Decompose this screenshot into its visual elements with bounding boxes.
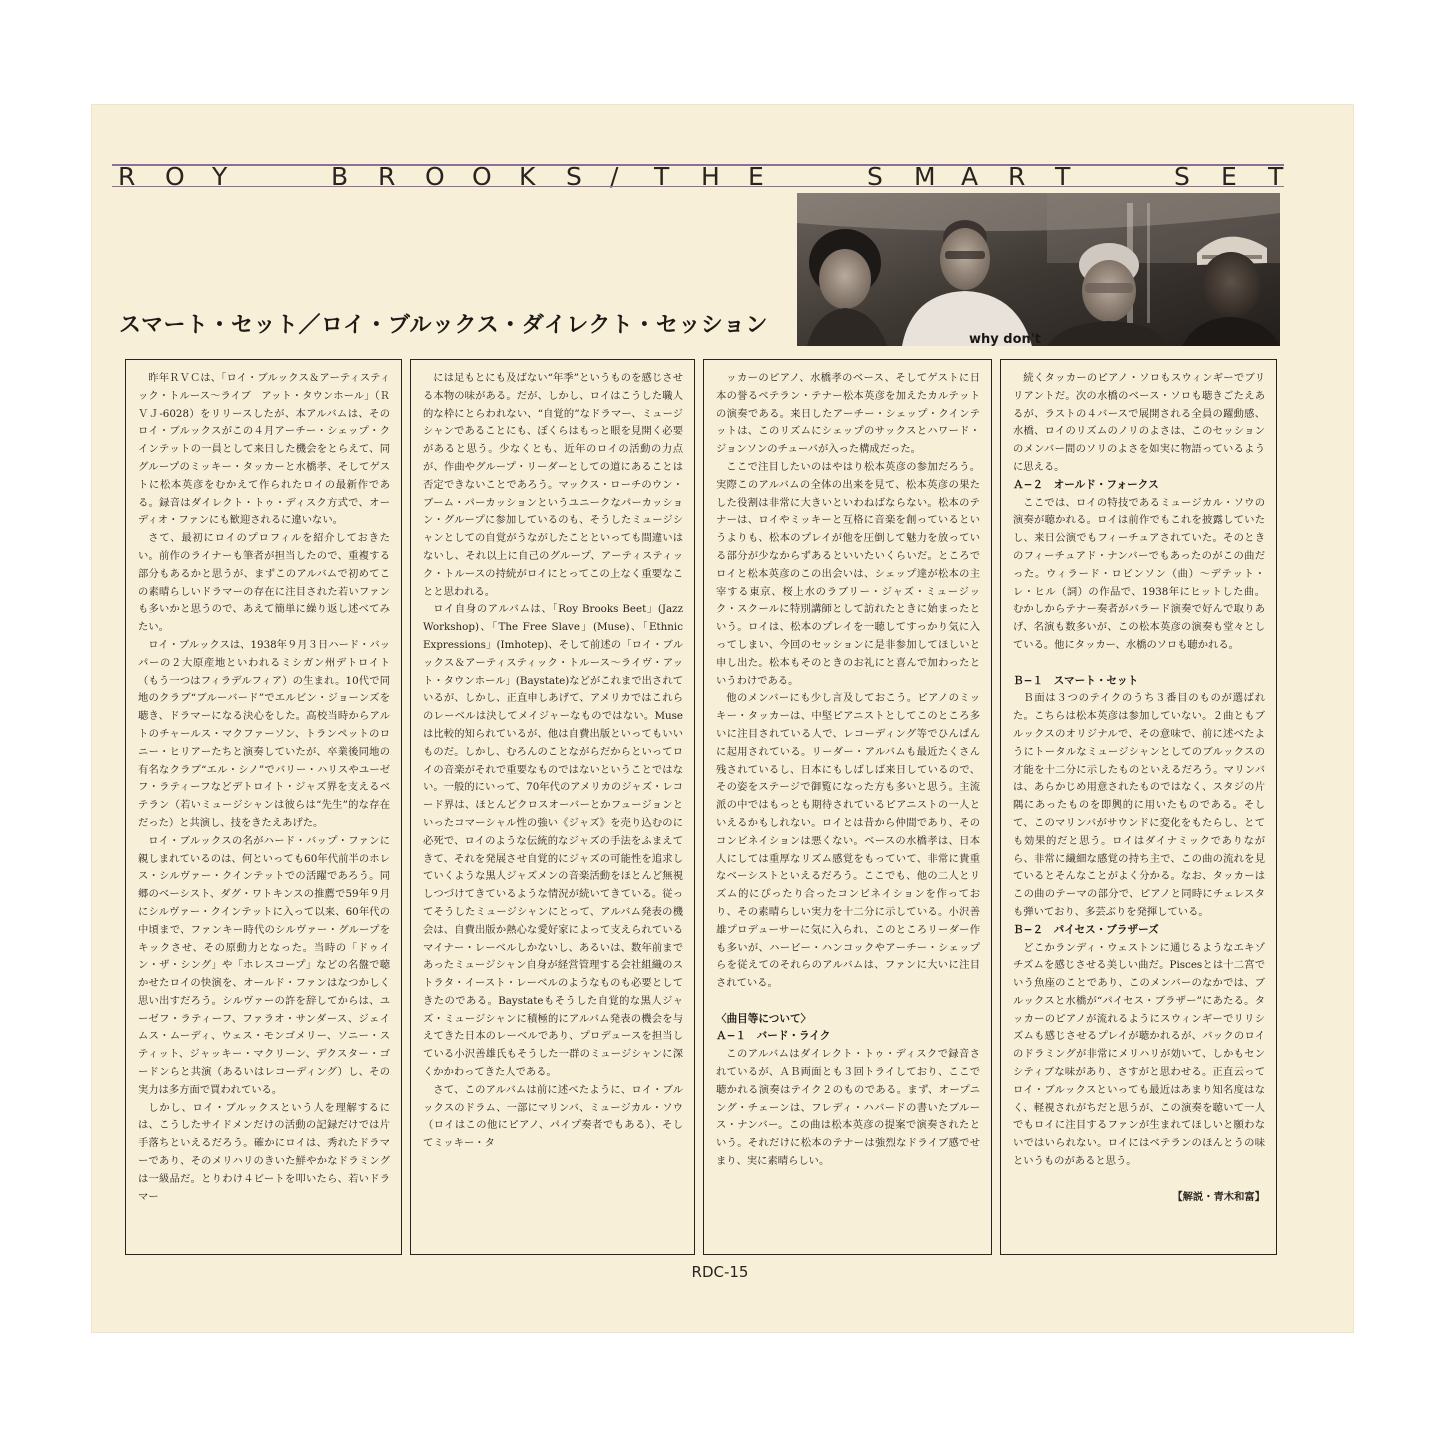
body-paragraph: しかし、ロイ・ブルックスという人を理解するには、こうしたサイドメンだけの活動の記録だけでは片手落ちといえるだろう。確かにロイは、秀れたドラマーであり、そのメリハリのきいた鮮やかなドラミングは一級品だ。とりわけ４ビートを叩いたら、若いドラマー <box>138 1101 390 1203</box>
header-title-letter: H <box>701 162 720 191</box>
track-heading: Ｂ−２ パイセス・ブラザーズ <box>1013 923 1159 936</box>
header-title-letter: M <box>914 162 936 191</box>
track-heading: 〈曲目等について〉 <box>716 1012 812 1025</box>
photo-shirt-text: why don't <box>969 332 1041 346</box>
header-title-letter: K <box>519 162 536 191</box>
header-title-letter: S <box>566 162 582 191</box>
header-title-letter: T <box>1268 162 1284 191</box>
body-paragraph: ロイ自身のアルバムは、「Roy Brooks Beet」(Jazz Workshop)、「The Free Slave」(Muse)、「Ethnic Expressions」(Imhotep)、そして前述の「ロイ・ブルックス＆アーティスティック・トルース〜ライヴ・アット・タウンホール」(Baystate)などがこれまで出されているが、しかし、正直申しあげて、アメリカではこれらのレーベルは決してメイジャーなものではない。Museは比較的知られているが、他は自費出版といってもいいものだ。しかし、むろんのことながらだからといってロイの音楽がそれで重要なものではないということではない。一般的にいって、70年代のアメリカのジャズ・レコード界は、ほとんどクロスオーバーとかフュージョンといったコマーシャル性の強い《ジャズ》を売り込むのに必死で、ロイのような伝統的なジャズの手法をふまえてきて、それを発展させ自覚的にジャズの可能性を追求していくような黒人ジャズメンの音楽活動をほとんど無視しつづけてきているような情況が続いてきている。従ってそうしたミュージシャンにとって、アルバム発表の機会は、自費出版か熱心な愛好家によって支えられているマイナー・レーベルしかないし、あるいは、数年前まであったミュージシャン自身が経営管理する会社組織のストラタ・イースト・レーベルのようなものも必要としてきたのである。Baystateもそうした自覚的な黒人ジャズ・ミュージシャンに積極的にアルバム発表の機会を与えてきた日本のレーベルであり、プロデュースを担当している小沢善雄氏もそうした一群のミュージシャンに深くかかわってきた人である。 <box>423 603 683 1079</box>
track-heading: Ａ−１ バード・ライク <box>716 1030 831 1043</box>
header-title-letter: T <box>654 162 670 191</box>
spacer <box>1013 655 1265 673</box>
text-column-3 <box>703 359 992 1255</box>
text-column-2 <box>410 359 695 1255</box>
body-paragraph: ッカーのピアノ、水橋孝のベース、そしてゲストに日本の誉るベテラン・テナー松本英彦を加えたカルテットの演奏である。来日したアーチー・シェップ・クインテットは、このリズムにシェップのサックスとハワード・ジョンソンのチューバが入った構成だった。 <box>716 372 980 456</box>
header-title-letter: B <box>331 162 349 191</box>
track-heading: Ａ−２ オールド・フォークス <box>1013 478 1159 491</box>
body-paragraph: どこかランディ・ウェストンに通じるようなエキゾチズムを感じさせる美しい曲だ。Piscesとは十二宮でいう魚座のことであり、このメンバーのなかでは、ブルックスと水橋が“パイセス・ブラザー”にあたる。タッカーのピアノが流れるようにスウィンギーでリリシズムも感じさせるプレイが聴かれるが、バックのロイのドラミングが非常にメリハリが効いて、しかもセンシティブな味があり、さすがと思わせる。正直云ってロイ・ブルックスといっても最近はあまり知名度はなく、軽視されがちだと思うが、この演奏を聴いて一人でもロイに注目するファンが生まれてほしいと願わないではいられない。ロイにはベテランのほんとうの味というものがあると思う。 <box>1013 941 1265 1168</box>
header-title-letter: O <box>472 162 492 191</box>
author-credit: 【解説・青木和富】 <box>1172 1190 1265 1203</box>
body-paragraph: 他のメンバーにも少し言及しておこう。ピアノのミッキー・タッカーは、中堅ピアニストとしてこのところ多いに注目されている人で、レコーディング等でひんぱんに起用されている。リーダー・アルバムも最近たくさん残されているし、日本にもしばしば来日しているので、その姿をステージで御覧になった方も多いと思う。主流派の中ではもっとも期待されているピアニストの一人といえるかもしれない。ロイとは昔から仲間であり、そのコンビネイションは悪くない。ベースの水橋孝は、日本人にしては重厚なリズム感覚をもっていて、非常に貴重なベーシストといえるだろう。ここでも、他の二人とリズム的にぴったり合ったコンビネイションを作っており、その素晴らしい実力を十二分に示している。小沢善雄プロデューサーに気に入られ、このところリーダー作も多いが、ハービー・ハンコックやアーチー・シェップらを従えてのそれらのアルバムは、ファンに大いに注目されている。 <box>716 692 980 990</box>
header-title-letter: T <box>1055 162 1071 191</box>
body-paragraph: このアルバムはダイレクト・トゥ・ディスクで録音されているが、ＡＢ両面とも３回トライしており、ここで聴かれる演奏はテイク２のものである。まず、オープニング・チェーンは、フレディ・ハバードの書いたブルース・ナンバー。この曲は松本英彦の提案で演奏されたという。それだけに松本のテナーは強烈なドライブ感でせまり、実に素晴らしい。 <box>716 1048 980 1168</box>
header-title-letter: R <box>378 162 396 191</box>
body-paragraph: 昨年ＲＶＣは、「ロイ・ブルックス＆アーティスティック・トルース〜ライブ アット・タウンホール」（ＲＶＪ-6028）をリリースしたが、本アルバムは、そのロイ・ブルックスがこの４月アーチー・シェップ・クインテットの一員として来日した機会をとらえて、同グループのミッキー・タッカーと水橋孝、そしてゲストに松本英彦をむかえて作られたロイの最新作である。録音はダイレクト・トゥ・ディスク方式で、オーディオ・ファンにも歓迎されるに違いない。 <box>138 372 390 527</box>
header-title-letter: O <box>425 162 445 191</box>
header-title-letter: S <box>867 162 883 191</box>
header-title-letter: S <box>1174 162 1190 191</box>
header-title-letter: E <box>748 162 764 191</box>
text-column-1 <box>125 359 402 1255</box>
body-paragraph: ロイ・ブルックスは、1938年９月３日ハード・バッパーの２大原産地といわれるミシガン州デトロイト（もう一つはフィラデルフィア）の生まれ。10代で同地のクラブ“ブルーバード”でエルビン・ジョーンズを聴き、ドラマーになる決心をした。高校当時からアルトのチャールス・マクファーソン、トランペットのロニー・ヒリアーたちと演奏していたが、卒業後同地の有名なクラブ“エル・シノ”でバリー・ハリスやユーゼフ・ラティーフなどデトロイト・ジャズ界を支えるベテラン（若いミュージシャンは彼らは“先生”的な存在だった）と共演し、技をきたえあげた。 <box>138 638 390 829</box>
header-title-letter: / <box>610 162 619 191</box>
header-title-letter: Y <box>212 162 228 191</box>
track-heading: Ｂ−１ スマート・セット <box>1013 674 1139 687</box>
header-title-letter: R <box>118 162 136 191</box>
body-paragraph: ここで注目したいのはやはり松本英彦の参加だろう。実際このアルバムの全体の出来を見て、松本英彦の果たした役割は非常に大きいといわねばならない。松本のテナーは、ロイやミッキーと互格に音楽を創っているというよりも、松本のプレイが他を圧倒して魅力を放っている部分が少なからずあるといいたいくらいだ。ところでロイと松本英彦のこの出会いは、シェップ達が松本の主宰する東京、桜上水のラブリー・ジャズ・ミュージック・スクールに特別講師として訪れたときに始まったという。ロイは、松本のプレイを一聴してすっかり気に入ってしまい、今回のセッションに是非参加してほしいと申し出た。松本もそのときのお礼にと喜んで加わったというわけである。 <box>716 460 980 687</box>
japanese-title: スマート・セット／ロイ・ブルックス・ダイレクト・セッション <box>119 313 768 338</box>
catalog-number: RDC-15 <box>691 1263 749 1281</box>
header-title-letter: A <box>961 162 979 191</box>
body-paragraph: ここでは、ロイの特技であるミュージカル・ソウの演奏が聴かれる。ロイは前作でもこれを披露していたし、来日公演でもフィーチュアされていた。そのときのフィーチュアド・ナンバーでもあったのがこの曲だった。ウィラード・ロビンソン（曲）〜デテット・レ・ヒル（詞）の作品で、1938年にヒットした曲。むかしからテナー奏者がバラード演奏で好んで取りあげ、名演も数多いが、この松本英彦の演奏も堂々としている。他にタッカー、水橋のソロも聴かれる。 <box>1013 496 1265 651</box>
text-column-4 <box>1000 359 1277 1255</box>
header-title-letter: E <box>1221 162 1237 191</box>
spacer <box>716 993 980 1011</box>
body-paragraph: には足もとにも及ばない“年季”というものを感じさせる本物の味がある。だが、しかし、ロイはこうした職人的な枠にとらわれない、“自覚的”なドラマー、ミュージシャンであることにも、ぼくらはもっと眼を見開く必要があると思う。少なくとも、近年のロイの活動の力点が、作曲やグループ・リーダーとしての道にあることは否定できないことであろう。マックス・ローチのウン・ブーム・パーカッションというユニークなパーカッション・グループに参加しているのも、そうしたミュージシャンとしての自覚がうながしたことといっても間違いはないし、それ以上に自己のグループ、アーティスティック・トルースの持続がロイにとってこの上なく重要なことと思われる。 <box>423 372 683 598</box>
body-paragraph: Ｂ面は３つのテイクのうち３番目のものが選ばれた。こちらは松本英彦は参加していない。２曲ともブルックスのオリジナルで、その意味で、前に述べたようにトータルなミュージシャンとしてのブルックスの才能を十二分に示したものといえるだろう。マリンバは、あらかじめ用意されたものではなく、スタジの片隅にあったものを即興的に用いたものである。そして、このマリンバがサウンドに変化をもたらし、とても効果的だと思う。ロイはダイナミックでありながら、非常に繊細な感覚の持ち主で、この曲の流れを見ているとそんなことがよく分かる。なお、タッカーはこの曲のテーマの部分で、ピアノと同時にチェレスタも弾いており、多芸ぶりを発揮している。 <box>1013 692 1265 918</box>
body-paragraph: さて、最初にロイのプロフィルを紹介しておきたい。前作のライナーも筆者が担当したので、重複する部分もあるかと思うが、まずこのアルバムで初めてこの素晴らしいドラマーの存在に注目された若いファンも多いかと思うので、あえて簡単に繰り返し述べてみたい。 <box>138 532 390 634</box>
body-paragraph: 続くタッカーのピアノ・ソロもスウィンギーでブリリアントだ。次の水橋のベース・ソロも聴きごたえあるが、ラストの４バースで展開される全員の躍動感、水橋、ロイのリズムのノリのよさは、このセッションのメンバー間のソリのよさを如実に物語っているように思える。 <box>1013 372 1265 473</box>
spacer <box>1013 1171 1265 1189</box>
body-paragraph: ロイ・ブルックスの名がハード・バップ・ファンに親しまれているのは、何といっても60年代前半のホレス・シルヴァー・クインテットでの活躍であろう。同郷のベーシスト、ダグ・ワトキンスの推薦で59年９月にシルヴァー・クインテットに入って以来、60年代の中頃まで、ファンキー時代のシルヴァー・グループをキックさせ、その原動力となった。当時の「ドゥイン・ザ・シング」や「ホレスコープ」などの名盤で聴かせたロイの快演を、オールド・ファンはなつかしく思い出すだろう。シルヴァーの許を辞してからは、ユーゼフ・ラティーフ、ファラオ・サンダース、ジェイムス・ムーディ、ウェス・モンゴメリー、ソニー・スティット、ジャッキー・マクリーン、デクスター・ゴードンらと共演（あるいはレコーディング）し、その実力は多方面で買われている。 <box>138 834 390 1096</box>
header-title-letter: O <box>165 162 185 191</box>
band-photo <box>797 193 1280 346</box>
body-paragraph: さて、このアルバムは前に述べたように、ロイ・ブルックスのドラム、一部にマリンバ、ミュージカル・ソウ（ロイはこの他にピアノ、パイプ奏者でもある）、そしてミッキー・タ <box>423 1083 683 1150</box>
header-title-letter: R <box>1008 162 1026 191</box>
header-rule-bottom <box>112 186 1284 187</box>
